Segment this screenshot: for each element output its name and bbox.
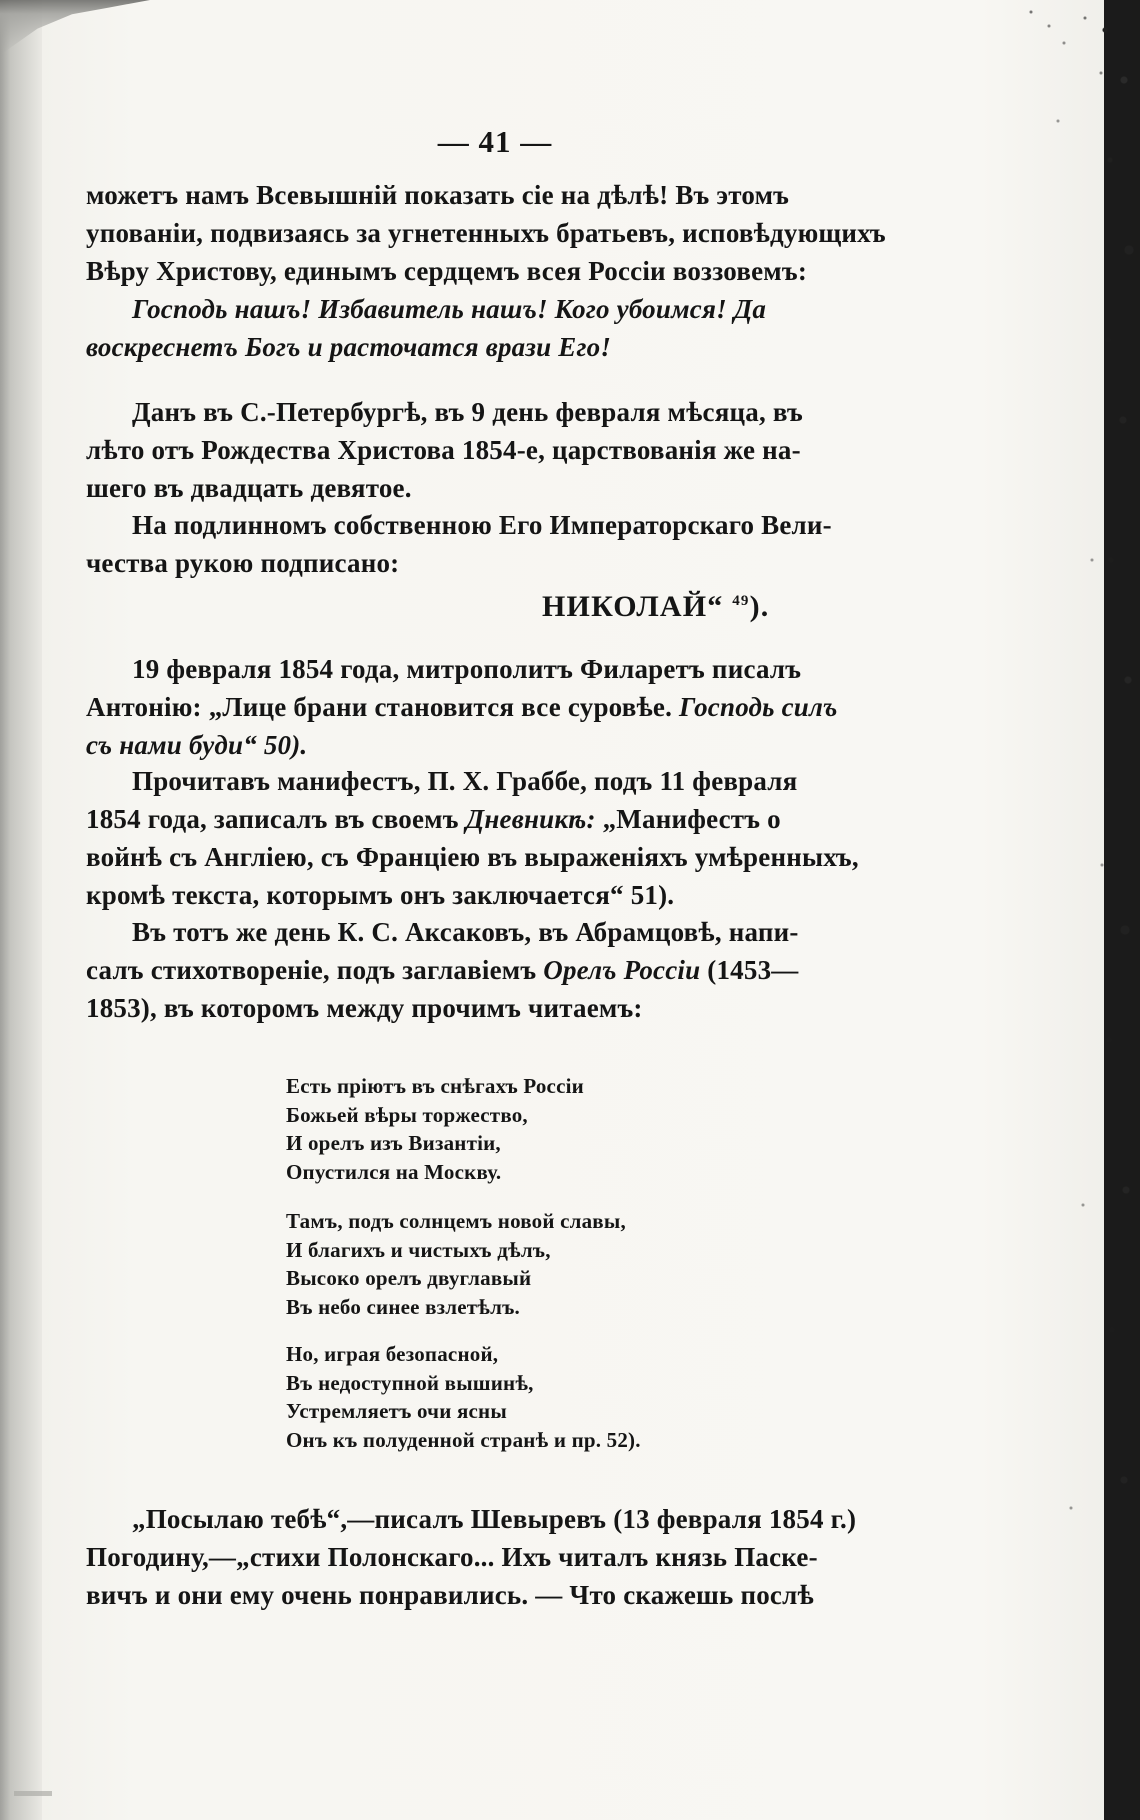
- bottom-left-scan-mark: [14, 1791, 52, 1796]
- text-line: Господь нашъ! Избавитель нашъ! Кого убоимся! Да: [132, 294, 767, 324]
- text-line-with-italic: [86, 800, 910, 838]
- poem-line: Въ недоступной вышинѣ,: [286, 1370, 534, 1395]
- text-line: съ нами буди“ 50).: [86, 730, 308, 760]
- text-line: кромѣ текста, которымъ онъ заключается“ 51).: [86, 880, 675, 910]
- text-fragment: „Манифестъ о: [602, 804, 781, 834]
- text-line: 19 февраля 1854 года, митрополитъ Филаретъ писалъ: [132, 654, 802, 684]
- text-fragment: Антонію: „Лице брани становится все суровѣе.: [86, 692, 673, 722]
- text-line-with-italic: [86, 688, 910, 726]
- page-number: — 41 —: [437, 124, 553, 159]
- text-fragment: (1453—: [707, 955, 799, 985]
- text-line: Въ тотъ же день К. С. Аксаковъ, въ Абрамцовѣ, напи-: [132, 917, 799, 947]
- poem-line: И орелъ изъ Византіи,: [286, 1131, 501, 1155]
- text-line: чества рукою подписано:: [86, 548, 400, 578]
- signature-line: [542, 590, 769, 624]
- text-line: Вѣру Христову, единымъ сердцемъ всея Россіи воззовемъ:: [86, 256, 808, 286]
- poem-line: Онъ къ полуденной странѣ и пр. 52).: [286, 1427, 641, 1452]
- text-line: „Посылаю тебѣ“,—писалъ Шевыревъ (13 февраля 1854 г.): [132, 1504, 857, 1534]
- text-line: 1853), въ которомъ между прочимъ читаемъ:: [86, 993, 643, 1023]
- text-line: можетъ намъ Всевышній показать сіе на дѣлѣ! Въ этомъ: [86, 180, 790, 210]
- text-line: войнѣ съ Англіею, съ Франціею въ выраженіяхъ умѣренныхъ,: [86, 842, 859, 872]
- paragraph-grabbe: [86, 762, 910, 914]
- text-line: лѣто отъ Рождества Христова 1854-е, царствованія же на-: [86, 435, 801, 465]
- paragraph-shevyrev: [86, 1500, 910, 1614]
- text-line: Прочитавъ манифестъ, П. Х. Граббе, подъ 11 февраля: [132, 766, 798, 796]
- paragraph-signed: [86, 506, 910, 582]
- poem-stanza: [286, 1340, 766, 1454]
- right-scan-border: [1090, 0, 1140, 1820]
- text-line-with-italic: [86, 951, 910, 989]
- italic-text-fragment: Дневникѣ:: [465, 804, 596, 834]
- poem-line: Божьей вѣры торжество,: [286, 1102, 528, 1127]
- text-line: Погодину,—„стихи Полонскаго... Ихъ читалъ князь Паске-: [86, 1542, 818, 1572]
- left-scan-shadow: [0, 0, 42, 1820]
- italic-text-fragment: Господь силъ: [678, 692, 838, 722]
- paragraph-date: [86, 393, 910, 507]
- text-fragment: салъ стихотвореніе, подъ заглавіемъ: [86, 955, 537, 985]
- signature-close: ).: [749, 590, 770, 623]
- footnote-reference: 49: [732, 593, 750, 609]
- text-line: На подлинномъ собственною Его Императорскаго Вели-: [132, 510, 832, 540]
- text-line: вичъ и они ему очень понравились. — Что скажешь послѣ: [86, 1580, 814, 1610]
- text-line: Данъ въ С.-Петербургѣ, въ 9 день февраля мѣсяца, въ: [132, 397, 803, 427]
- poem-line: Въ небо синее взлетѣлъ.: [286, 1294, 520, 1319]
- text-fragment: 1854 года, записалъ въ своемъ: [86, 804, 459, 834]
- poem-line: Опустился на Москву.: [286, 1159, 502, 1184]
- poem-line: Высоко орелъ двуглавый: [286, 1266, 532, 1290]
- text-line: воскреснетъ Богъ и расточатся врази Его!: [86, 332, 612, 362]
- paragraph-aksakov: [86, 913, 910, 1027]
- italic-title-fragment: Орелъ Россіи: [543, 955, 701, 985]
- text-line: упованіи, подвизаясь за угнетенныхъ братьевъ, исповѣдующихъ: [86, 218, 886, 248]
- poem-line: Устремляетъ очи ясны: [286, 1399, 507, 1423]
- poem-line: Есть пріютъ въ снѣгахъ Россіи: [286, 1074, 584, 1098]
- paragraph-manifest-prayer: [86, 176, 910, 366]
- poem-stanza: [286, 1072, 766, 1186]
- poem-line: Но, играя безопасной,: [286, 1342, 499, 1366]
- poem-line: Тамъ, подъ солнцемъ новой славы,: [286, 1209, 626, 1233]
- text-line: шего въ двадцать девятое.: [86, 473, 412, 503]
- poem-stanza: [286, 1207, 766, 1321]
- signature-name: НИКОЛАЙ“: [542, 590, 724, 623]
- poem-line: И благихъ и чистыхъ дѣлъ,: [286, 1237, 551, 1262]
- paragraph-filaret: [86, 650, 910, 764]
